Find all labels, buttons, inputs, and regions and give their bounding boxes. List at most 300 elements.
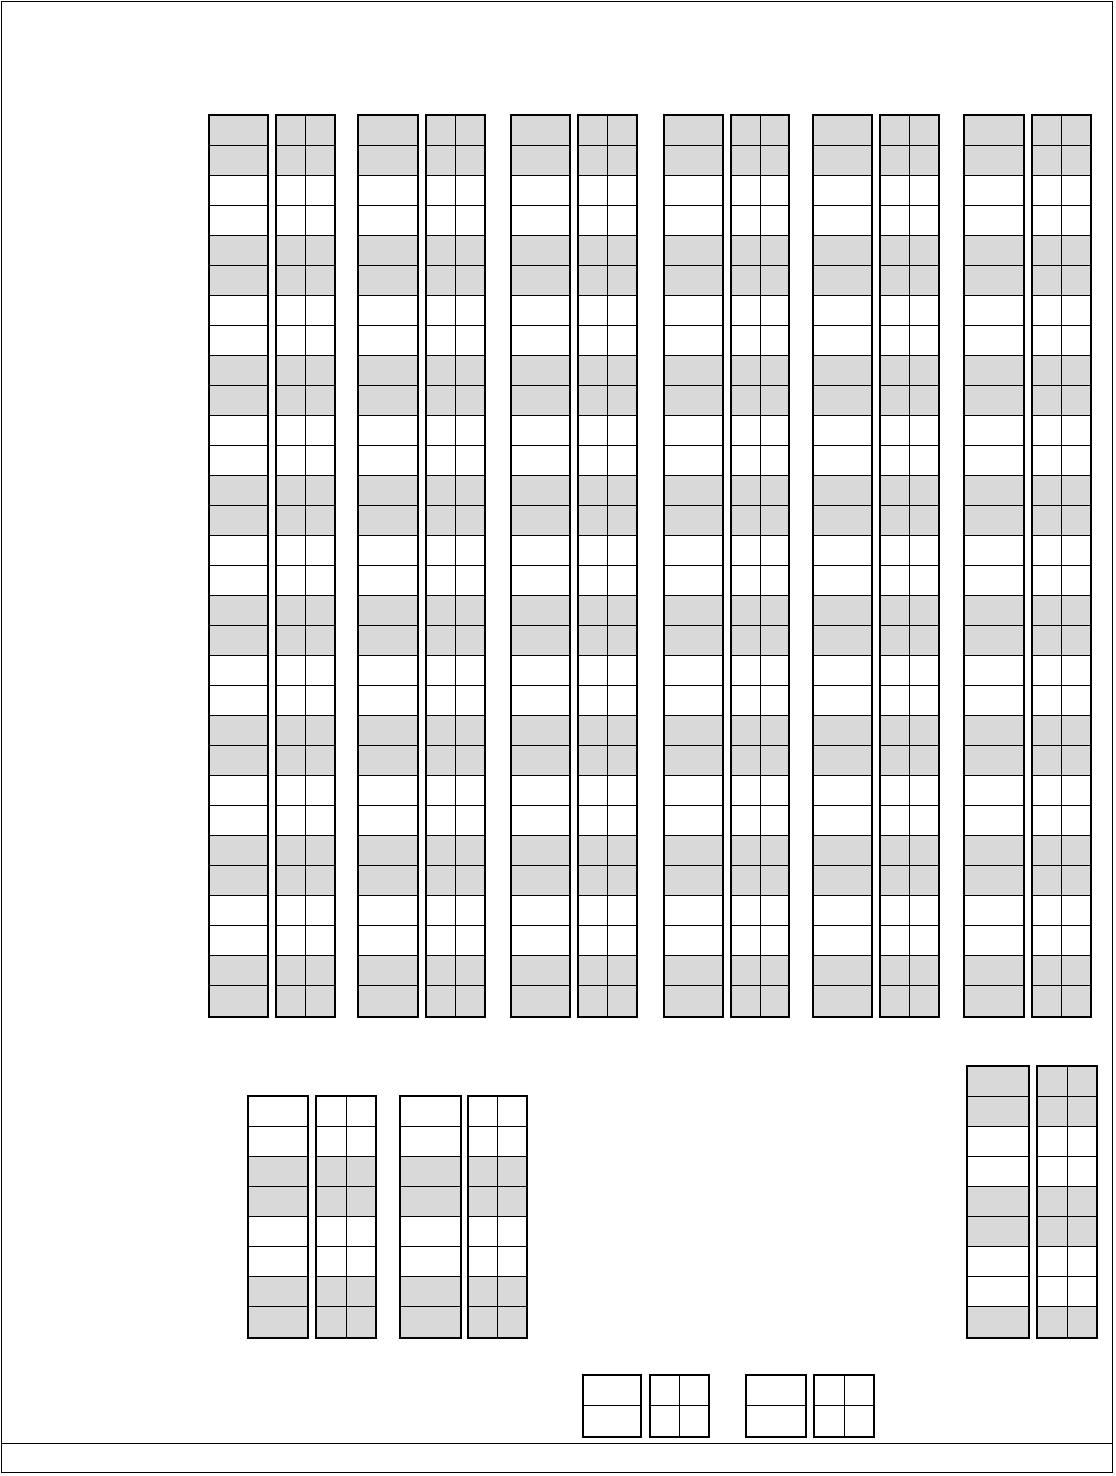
value-cell[interactable] (909, 326, 938, 355)
name-cell[interactable] (965, 416, 1023, 445)
value-cell[interactable] (607, 296, 636, 325)
value-cell[interactable] (277, 806, 305, 835)
value-cell[interactable] (497, 1217, 526, 1246)
value-cell[interactable] (1033, 236, 1061, 265)
value-cell[interactable] (732, 626, 760, 655)
name-cell[interactable] (210, 596, 267, 625)
value-cell[interactable] (1038, 1307, 1067, 1337)
value-cell[interactable] (760, 776, 789, 805)
value-cell[interactable] (305, 836, 334, 865)
value-cell[interactable] (455, 866, 484, 895)
value-cell[interactable] (1061, 986, 1090, 1016)
name-cell[interactable] (747, 1406, 805, 1436)
name-cell[interactable] (965, 146, 1023, 175)
value-cell[interactable] (579, 836, 607, 865)
value-cell[interactable] (579, 776, 607, 805)
name-cell[interactable] (584, 1406, 640, 1436)
name-cell[interactable] (968, 1067, 1028, 1096)
value-cell[interactable] (909, 446, 938, 475)
name-cell[interactable] (814, 776, 871, 805)
value-cell[interactable] (455, 986, 484, 1016)
name-cell[interactable] (814, 866, 871, 895)
value-cell[interactable] (305, 386, 334, 415)
value-cell[interactable] (579, 926, 607, 955)
name-cell[interactable] (665, 836, 722, 865)
value-cell[interactable] (881, 116, 909, 145)
value-cell[interactable] (455, 926, 484, 955)
value-cell[interactable] (909, 206, 938, 235)
name-cell[interactable] (359, 386, 417, 415)
value-cell[interactable] (455, 416, 484, 445)
value-cell[interactable] (909, 626, 938, 655)
value-cell[interactable] (1033, 746, 1061, 775)
value-cell[interactable] (607, 506, 636, 535)
value-cell[interactable] (760, 596, 789, 625)
name-cell[interactable] (965, 776, 1023, 805)
name-cell[interactable] (210, 656, 267, 685)
value-cell[interactable] (881, 926, 909, 955)
value-cell[interactable] (607, 926, 636, 955)
name-cell[interactable] (665, 236, 722, 265)
value-cell[interactable] (579, 356, 607, 385)
value-cell[interactable] (1038, 1097, 1067, 1126)
value-cell[interactable] (1033, 536, 1061, 565)
value-cell[interactable] (305, 866, 334, 895)
value-cell[interactable] (909, 416, 938, 445)
value-cell[interactable] (909, 716, 938, 745)
value-cell[interactable] (607, 446, 636, 475)
value-cell[interactable] (760, 806, 789, 835)
value-cell[interactable] (881, 356, 909, 385)
name-cell[interactable] (512, 506, 569, 535)
value-cell[interactable] (732, 836, 760, 865)
value-cell[interactable] (427, 716, 455, 745)
name-cell[interactable] (814, 926, 871, 955)
value-cell[interactable] (732, 866, 760, 895)
value-cell[interactable] (469, 1277, 497, 1306)
name-cell[interactable] (965, 476, 1023, 505)
name-cell[interactable] (747, 1376, 805, 1405)
value-cell[interactable] (579, 386, 607, 415)
value-cell[interactable] (455, 386, 484, 415)
name-cell[interactable] (814, 416, 871, 445)
value-cell[interactable] (305, 176, 334, 205)
value-cell[interactable] (346, 1097, 376, 1126)
value-cell[interactable] (732, 416, 760, 445)
value-cell[interactable] (427, 116, 455, 145)
value-cell[interactable] (497, 1097, 526, 1126)
name-cell[interactable] (665, 506, 722, 535)
value-cell[interactable] (427, 776, 455, 805)
value-cell[interactable] (1033, 206, 1061, 235)
name-cell[interactable] (665, 596, 722, 625)
name-cell[interactable] (512, 236, 569, 265)
value-cell[interactable] (607, 596, 636, 625)
value-cell[interactable] (277, 116, 305, 145)
value-cell[interactable] (579, 716, 607, 745)
value-cell[interactable] (427, 566, 455, 595)
name-cell[interactable] (665, 266, 722, 295)
value-cell[interactable] (579, 236, 607, 265)
value-cell[interactable] (1033, 506, 1061, 535)
value-cell[interactable] (760, 866, 789, 895)
value-cell[interactable] (277, 566, 305, 595)
name-cell[interactable] (965, 386, 1023, 415)
name-cell[interactable] (814, 896, 871, 925)
value-cell[interactable] (732, 266, 760, 295)
value-cell[interactable] (455, 806, 484, 835)
name-cell[interactable] (968, 1277, 1028, 1306)
name-cell[interactable] (359, 356, 417, 385)
value-cell[interactable] (277, 236, 305, 265)
value-cell[interactable] (427, 446, 455, 475)
value-cell[interactable] (881, 476, 909, 505)
value-cell[interactable] (427, 626, 455, 655)
value-cell[interactable] (909, 116, 938, 145)
value-cell[interactable] (455, 566, 484, 595)
value-cell[interactable] (607, 116, 636, 145)
value-cell[interactable] (497, 1187, 526, 1216)
name-cell[interactable] (965, 326, 1023, 355)
value-cell[interactable] (909, 896, 938, 925)
value-cell[interactable] (277, 956, 305, 985)
value-cell[interactable] (1061, 176, 1090, 205)
value-cell[interactable] (607, 836, 636, 865)
name-cell[interactable] (210, 476, 267, 505)
value-cell[interactable] (579, 986, 607, 1016)
name-cell[interactable] (359, 176, 417, 205)
value-cell[interactable] (579, 866, 607, 895)
value-cell[interactable] (1061, 566, 1090, 595)
value-cell[interactable] (1061, 416, 1090, 445)
value-cell[interactable] (760, 416, 789, 445)
value-cell[interactable] (1061, 506, 1090, 535)
value-cell[interactable] (909, 176, 938, 205)
value-cell[interactable] (651, 1376, 679, 1405)
value-cell[interactable] (277, 476, 305, 505)
name-cell[interactable] (512, 476, 569, 505)
name-cell[interactable] (665, 716, 722, 745)
value-cell[interactable] (909, 476, 938, 505)
value-cell[interactable] (469, 1187, 497, 1216)
name-cell[interactable] (359, 656, 417, 685)
value-cell[interactable] (305, 986, 334, 1016)
value-cell[interactable] (881, 446, 909, 475)
value-cell[interactable] (427, 296, 455, 325)
name-cell[interactable] (401, 1097, 460, 1126)
value-cell[interactable] (909, 566, 938, 595)
value-cell[interactable] (1038, 1187, 1067, 1216)
name-cell[interactable] (359, 416, 417, 445)
name-cell[interactable] (814, 296, 871, 325)
value-cell[interactable] (909, 296, 938, 325)
name-cell[interactable] (210, 926, 267, 955)
name-cell[interactable] (968, 1187, 1028, 1216)
name-cell[interactable] (210, 986, 267, 1016)
value-cell[interactable] (881, 956, 909, 985)
name-cell[interactable] (210, 566, 267, 595)
value-cell[interactable] (427, 476, 455, 505)
value-cell[interactable] (607, 266, 636, 295)
name-cell[interactable] (814, 686, 871, 715)
name-cell[interactable] (965, 626, 1023, 655)
value-cell[interactable] (760, 716, 789, 745)
value-cell[interactable] (277, 686, 305, 715)
name-cell[interactable] (814, 716, 871, 745)
value-cell[interactable] (305, 566, 334, 595)
name-cell[interactable] (512, 386, 569, 415)
value-cell[interactable] (844, 1376, 874, 1405)
value-cell[interactable] (305, 266, 334, 295)
name-cell[interactable] (814, 326, 871, 355)
name-cell[interactable] (210, 896, 267, 925)
value-cell[interactable] (1067, 1217, 1097, 1246)
value-cell[interactable] (881, 806, 909, 835)
name-cell[interactable] (968, 1127, 1028, 1156)
value-cell[interactable] (305, 626, 334, 655)
value-cell[interactable] (277, 146, 305, 175)
name-cell[interactable] (401, 1307, 460, 1337)
name-cell[interactable] (359, 566, 417, 595)
value-cell[interactable] (760, 566, 789, 595)
name-cell[interactable] (512, 746, 569, 775)
value-cell[interactable] (881, 566, 909, 595)
value-cell[interactable] (427, 866, 455, 895)
value-cell[interactable] (1038, 1217, 1067, 1246)
value-cell[interactable] (427, 956, 455, 985)
value-cell[interactable] (1033, 626, 1061, 655)
value-cell[interactable] (881, 506, 909, 535)
name-cell[interactable] (965, 566, 1023, 595)
value-cell[interactable] (651, 1406, 679, 1436)
value-cell[interactable] (455, 236, 484, 265)
value-cell[interactable] (732, 596, 760, 625)
value-cell[interactable] (881, 176, 909, 205)
value-cell[interactable] (1033, 986, 1061, 1016)
value-cell[interactable] (1061, 836, 1090, 865)
value-cell[interactable] (455, 536, 484, 565)
value-cell[interactable] (579, 806, 607, 835)
value-cell[interactable] (732, 566, 760, 595)
name-cell[interactable] (359, 866, 417, 895)
name-cell[interactable] (814, 836, 871, 865)
value-cell[interactable] (497, 1157, 526, 1186)
value-cell[interactable] (881, 866, 909, 895)
value-cell[interactable] (579, 446, 607, 475)
name-cell[interactable] (210, 146, 267, 175)
value-cell[interactable] (469, 1097, 497, 1126)
value-cell[interactable] (346, 1127, 376, 1156)
value-cell[interactable] (305, 716, 334, 745)
value-cell[interactable] (1061, 536, 1090, 565)
value-cell[interactable] (732, 686, 760, 715)
value-cell[interactable] (1033, 356, 1061, 385)
name-cell[interactable] (814, 746, 871, 775)
value-cell[interactable] (1033, 146, 1061, 175)
name-cell[interactable] (512, 986, 569, 1016)
value-cell[interactable] (1061, 296, 1090, 325)
value-cell[interactable] (455, 206, 484, 235)
name-cell[interactable] (965, 116, 1023, 145)
name-cell[interactable] (359, 776, 417, 805)
name-cell[interactable] (210, 716, 267, 745)
name-cell[interactable] (665, 746, 722, 775)
name-cell[interactable] (512, 566, 569, 595)
value-cell[interactable] (909, 776, 938, 805)
value-cell[interactable] (881, 206, 909, 235)
value-cell[interactable] (579, 896, 607, 925)
value-cell[interactable] (305, 896, 334, 925)
name-cell[interactable] (965, 986, 1023, 1016)
name-cell[interactable] (965, 956, 1023, 985)
name-cell[interactable] (584, 1376, 640, 1405)
name-cell[interactable] (814, 986, 871, 1016)
value-cell[interactable] (277, 866, 305, 895)
value-cell[interactable] (317, 1097, 346, 1126)
value-cell[interactable] (455, 746, 484, 775)
name-cell[interactable] (359, 266, 417, 295)
name-cell[interactable] (814, 146, 871, 175)
value-cell[interactable] (579, 956, 607, 985)
value-cell[interactable] (1033, 296, 1061, 325)
value-cell[interactable] (346, 1277, 376, 1306)
value-cell[interactable] (607, 656, 636, 685)
value-cell[interactable] (579, 506, 607, 535)
value-cell[interactable] (455, 596, 484, 625)
name-cell[interactable] (210, 956, 267, 985)
name-cell[interactable] (210, 446, 267, 475)
name-cell[interactable] (512, 446, 569, 475)
value-cell[interactable] (760, 236, 789, 265)
value-cell[interactable] (1061, 356, 1090, 385)
value-cell[interactable] (277, 296, 305, 325)
value-cell[interactable] (909, 746, 938, 775)
name-cell[interactable] (665, 206, 722, 235)
value-cell[interactable] (732, 656, 760, 685)
value-cell[interactable] (760, 956, 789, 985)
value-cell[interactable] (732, 896, 760, 925)
value-cell[interactable] (455, 896, 484, 925)
name-cell[interactable] (249, 1277, 307, 1306)
name-cell[interactable] (512, 536, 569, 565)
value-cell[interactable] (732, 716, 760, 745)
value-cell[interactable] (732, 956, 760, 985)
name-cell[interactable] (965, 296, 1023, 325)
value-cell[interactable] (305, 956, 334, 985)
name-cell[interactable] (512, 146, 569, 175)
name-cell[interactable] (512, 686, 569, 715)
name-cell[interactable] (965, 446, 1023, 475)
name-cell[interactable] (210, 116, 267, 145)
name-cell[interactable] (359, 476, 417, 505)
name-cell[interactable] (512, 626, 569, 655)
value-cell[interactable] (455, 446, 484, 475)
name-cell[interactable] (359, 896, 417, 925)
value-cell[interactable] (760, 356, 789, 385)
value-cell[interactable] (497, 1277, 526, 1306)
name-cell[interactable] (814, 236, 871, 265)
value-cell[interactable] (1038, 1157, 1067, 1186)
value-cell[interactable] (1061, 806, 1090, 835)
name-cell[interactable] (814, 206, 871, 235)
name-cell[interactable] (665, 986, 722, 1016)
value-cell[interactable] (305, 476, 334, 505)
value-cell[interactable] (732, 536, 760, 565)
name-cell[interactable] (210, 356, 267, 385)
value-cell[interactable] (427, 236, 455, 265)
value-cell[interactable] (427, 686, 455, 715)
value-cell[interactable] (881, 626, 909, 655)
value-cell[interactable] (881, 386, 909, 415)
name-cell[interactable] (965, 716, 1023, 745)
value-cell[interactable] (607, 326, 636, 355)
value-cell[interactable] (305, 326, 334, 355)
value-cell[interactable] (1061, 206, 1090, 235)
value-cell[interactable] (1061, 116, 1090, 145)
name-cell[interactable] (965, 866, 1023, 895)
value-cell[interactable] (844, 1406, 874, 1436)
name-cell[interactable] (359, 686, 417, 715)
value-cell[interactable] (455, 776, 484, 805)
name-cell[interactable] (359, 746, 417, 775)
value-cell[interactable] (579, 656, 607, 685)
value-cell[interactable] (455, 296, 484, 325)
value-cell[interactable] (579, 146, 607, 175)
value-cell[interactable] (1067, 1127, 1097, 1156)
name-cell[interactable] (814, 176, 871, 205)
name-cell[interactable] (814, 656, 871, 685)
name-cell[interactable] (210, 176, 267, 205)
name-cell[interactable] (249, 1307, 307, 1337)
value-cell[interactable] (427, 596, 455, 625)
value-cell[interactable] (1033, 866, 1061, 895)
value-cell[interactable] (305, 296, 334, 325)
value-cell[interactable] (732, 176, 760, 205)
value-cell[interactable] (881, 236, 909, 265)
value-cell[interactable] (760, 656, 789, 685)
value-cell[interactable] (1061, 866, 1090, 895)
value-cell[interactable] (1061, 746, 1090, 775)
name-cell[interactable] (965, 896, 1023, 925)
value-cell[interactable] (469, 1307, 497, 1337)
value-cell[interactable] (760, 146, 789, 175)
value-cell[interactable] (881, 146, 909, 175)
value-cell[interactable] (427, 926, 455, 955)
value-cell[interactable] (1033, 716, 1061, 745)
name-cell[interactable] (359, 806, 417, 835)
name-cell[interactable] (965, 536, 1023, 565)
value-cell[interactable] (455, 626, 484, 655)
value-cell[interactable] (1061, 146, 1090, 175)
value-cell[interactable] (497, 1307, 526, 1337)
name-cell[interactable] (665, 416, 722, 445)
name-cell[interactable] (968, 1247, 1028, 1276)
value-cell[interactable] (427, 266, 455, 295)
value-cell[interactable] (455, 716, 484, 745)
name-cell[interactable] (665, 896, 722, 925)
value-cell[interactable] (732, 116, 760, 145)
value-cell[interactable] (277, 326, 305, 355)
value-cell[interactable] (305, 446, 334, 475)
value-cell[interactable] (427, 746, 455, 775)
value-cell[interactable] (760, 896, 789, 925)
name-cell[interactable] (210, 746, 267, 775)
name-cell[interactable] (665, 926, 722, 955)
value-cell[interactable] (1038, 1277, 1067, 1306)
name-cell[interactable] (665, 326, 722, 355)
value-cell[interactable] (909, 356, 938, 385)
value-cell[interactable] (427, 416, 455, 445)
